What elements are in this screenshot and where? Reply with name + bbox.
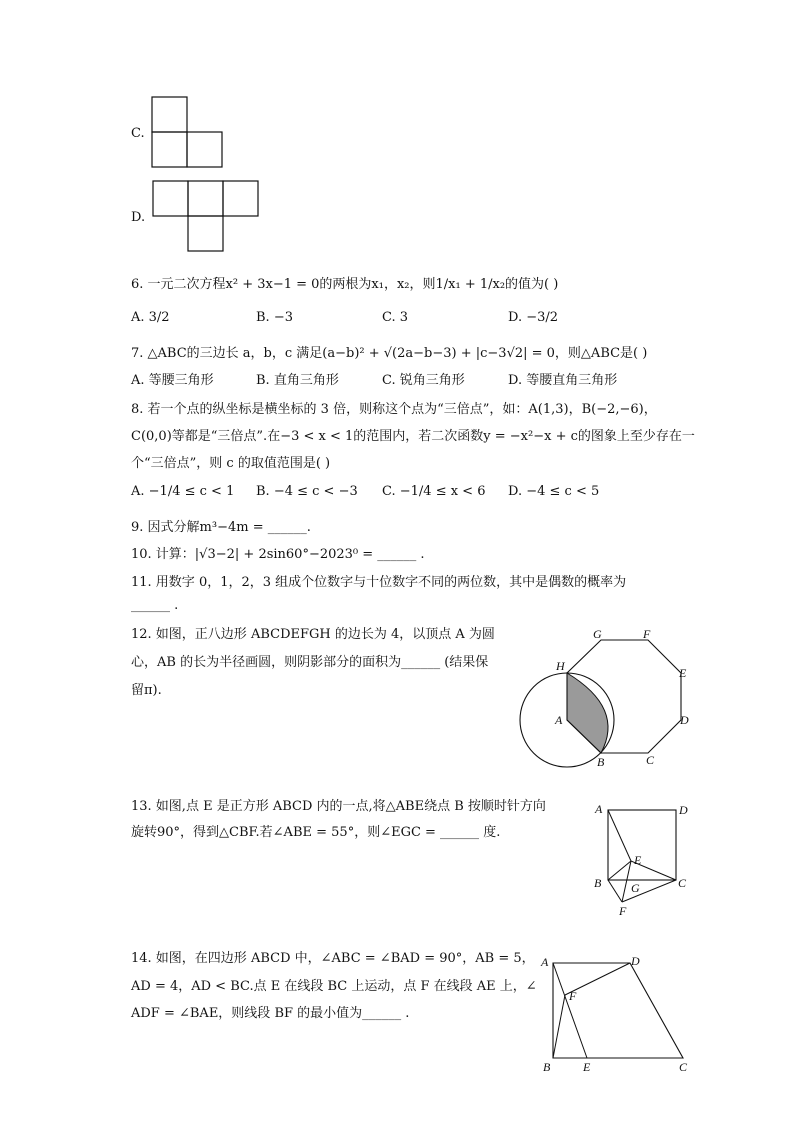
segment-bf (608, 880, 622, 902)
label-d: D (631, 954, 640, 968)
net-c-square (187, 132, 222, 167)
label-g: G (593, 627, 602, 641)
label-f: F (619, 904, 627, 918)
label-d: D (679, 803, 688, 817)
q8-line3: 个“三倍点”，则 c 的取值范围是( ) (131, 456, 331, 471)
label-e: E (583, 1060, 591, 1074)
label-f: F (643, 627, 651, 641)
q8-option-c: C. −1/4 ≤ x < 6 (382, 484, 486, 499)
label-c: C (678, 876, 687, 890)
q9-text: 9. 因式分解m³−4m = ______. (131, 520, 311, 535)
square-figure (588, 800, 698, 920)
q7-option-c: C. 锐角三角形 (382, 373, 465, 388)
net-d-square (153, 181, 188, 216)
q12-line1: 12. 如图，正八边形 ABCDEFGH 的边长为 4，以顶点 A 为圆 (131, 627, 495, 642)
segment-bf (553, 995, 565, 1058)
q8-option-d: D. −4 ≤ c < 5 (508, 484, 600, 499)
segment-ae (608, 810, 631, 861)
label-b: B (597, 755, 605, 769)
net-d-square (188, 181, 223, 216)
q7-option-d: D. 等腰直角三角形 (508, 373, 618, 388)
label-c: C (679, 1060, 688, 1074)
q14-line1: 14. 如图，在四边形 ABCD 中，∠ABC = ∠BAD = 90°，AB = 5， (131, 951, 535, 966)
shaded-region (567, 673, 608, 753)
q8-line1: 8. 若一个点的纵坐标是横坐标的 3 倍，则称这个点为“三倍点”，如：A(1,3)，B(−2,−6)， (131, 402, 657, 417)
label-a: A (595, 802, 603, 816)
label-c: C (646, 753, 655, 767)
q14-line3: ADF = ∠BAE，则线段 BF 的最小值为______ . (131, 1006, 410, 1021)
segment-ae (553, 963, 587, 1058)
label-a: A (541, 955, 549, 969)
q8-option-b: B. −4 ≤ c < −3 (256, 484, 358, 499)
q11-line2: ______ . (131, 598, 179, 613)
label-f: F (569, 989, 577, 1003)
q11-line1: 11. 用数字 0，1，2，3 组成个位数字与十位数字不同的两位数，其中是偶数的概率为 (131, 575, 627, 590)
q12-line3: 留π). (131, 683, 162, 698)
q8-line2: C(0,0)等都是“三倍点”.在−3 < x < 1的范围内，若二次函数y = −x²−x + c的图象上至少存在一 (131, 429, 695, 444)
q6-option-a: A. 3/2 (131, 310, 170, 325)
q13-line1: 13. 如图,点 E 是正方形 ABCD 内的一点,将△ABE绕点 B 按顺时针方向 (131, 799, 546, 814)
q10-text: 10. 计算：|√3−2| + 2sin60°−2023⁰ = ______ . (131, 547, 425, 562)
label-e: E (679, 666, 687, 680)
net-d-square (188, 216, 223, 251)
label-d: D (680, 713, 689, 727)
quadrilateral-abcd (553, 963, 683, 1058)
label-g: G (631, 881, 640, 895)
q7-option-b: B. 直角三角形 (256, 373, 339, 388)
q7-stem: 7. △ABC的三边长 a，b，c 满足(a−b)² + √(2a−b−3) + |c−3√2| = 0，则△ABC是( ) (131, 346, 648, 361)
net-d-square (223, 181, 258, 216)
q6-stem: 6. 一元二次方程x² + 3x−1 = 0的两根为x₁，x₂，则1/x₁ + 1/x₂的值为( ) (131, 277, 559, 292)
option-c-label: C. (131, 126, 145, 141)
option-d-label: D. (131, 210, 146, 225)
q12-line2: 心，AB 的长为半径画圆，则阴影部分的面积为______ (结果保 (131, 655, 489, 670)
q7-option-a: A. 等腰三角形 (131, 373, 214, 388)
label-e: E (634, 853, 642, 867)
q13-line2: 旋转90°，得到△CBF.若∠ABE = 55°，则∠EGC = ______ 度. (131, 825, 501, 840)
label-a: A (555, 713, 563, 727)
cube-net-figures (150, 95, 260, 255)
q6-option-d: D. −3/2 (508, 310, 559, 325)
net-c-square (152, 97, 187, 132)
label-b: B (594, 876, 602, 890)
q14-line2: AD = 4，AD < BC.点 E 在线段 BC 上运动，点 F 在线段 AE 上，∠ (131, 979, 537, 994)
quadrilateral-figure (535, 950, 700, 1075)
net-c-square (152, 132, 187, 167)
label-h: H (556, 659, 565, 673)
q6-option-b: B. −3 (256, 310, 293, 325)
octagon-figure (515, 620, 700, 770)
square-abcd (608, 810, 676, 880)
q8-option-a: A. −1/4 ≤ c < 1 (131, 484, 235, 499)
q6-option-c: C. 3 (382, 310, 409, 325)
label-b: B (543, 1060, 551, 1074)
